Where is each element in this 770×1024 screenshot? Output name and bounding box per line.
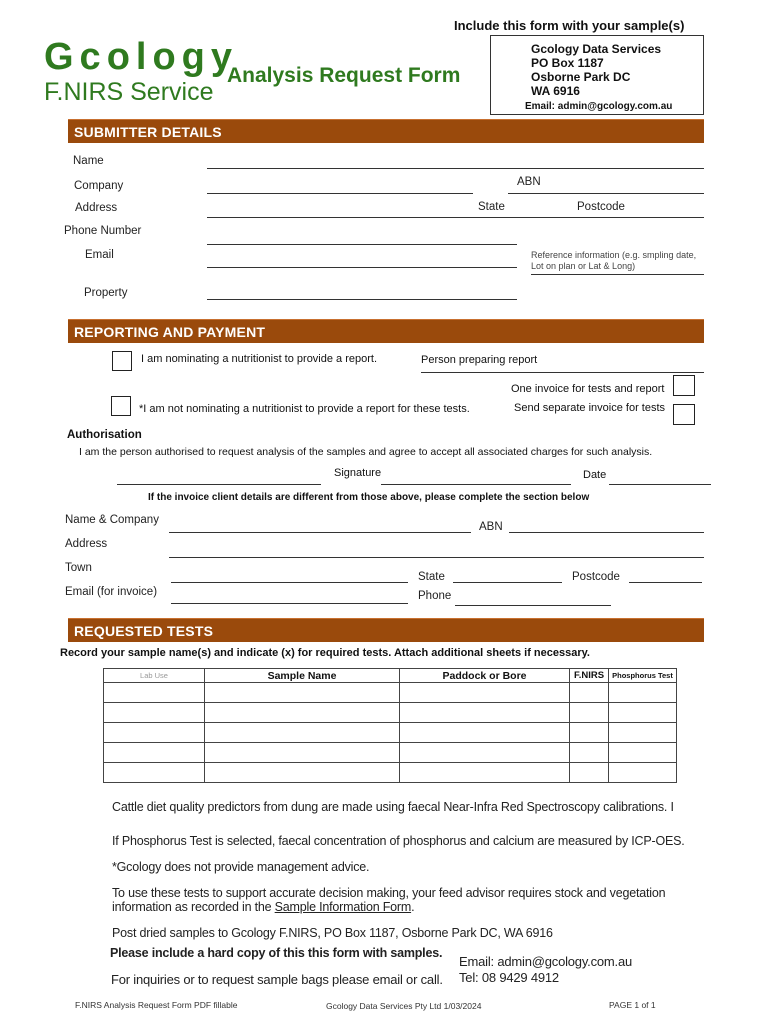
logo-text: Gcology <box>44 36 239 78</box>
name-company-field[interactable] <box>169 532 471 533</box>
phosphorus-cell[interactable] <box>609 763 677 783</box>
lab-use-cell[interactable] <box>104 703 205 723</box>
invoice-phone-label: Phone <box>418 590 452 602</box>
note-period: . <box>411 900 415 914</box>
reference-field[interactable] <box>531 274 704 275</box>
note-post-address: Post dried samples to Gcology F.NIRS, PO Box 1187, Osborne Park DC, WA 6916 <box>112 926 553 940</box>
table-row <box>104 703 677 723</box>
note-feed-advisor-text: information as recorded in the <box>112 900 272 914</box>
address-line1: Gcology Data Services <box>531 42 662 56</box>
email-label: Email <box>85 249 114 261</box>
property-label: Property <box>84 287 128 299</box>
not-nominate-checkbox[interactable] <box>111 396 131 416</box>
paddock-header: Paddock or Bore <box>400 669 570 683</box>
phone-field[interactable] <box>207 244 517 245</box>
invoice-phone-field[interactable] <box>455 605 611 606</box>
name-label: Name <box>73 155 104 167</box>
form-title: Analysis Request Form <box>227 64 461 87</box>
date-field[interactable] <box>609 484 711 485</box>
invoice-state-field[interactable] <box>453 582 562 583</box>
table-row <box>104 723 677 743</box>
town-label: Town <box>65 562 92 574</box>
signature-field-left[interactable] <box>117 484 321 485</box>
reference-label-2: Lot on plan or Lat & Long) <box>531 261 636 271</box>
phosphorus-cell[interactable] <box>609 743 677 763</box>
include-note: Include this form with your sample(s) <box>454 18 685 33</box>
fnirs-cell[interactable] <box>570 723 609 743</box>
invoice-postcode-field[interactable] <box>629 582 702 583</box>
table-row <box>104 763 677 783</box>
sample-information-form-link[interactable]: Sample Information Form <box>274 900 412 914</box>
address-line4: WA 6916 <box>531 84 580 98</box>
email-invoice-field[interactable] <box>171 603 408 604</box>
contact-phone: Tel: 08 9429 4912 <box>459 970 559 985</box>
tests-table <box>103 668 677 783</box>
contact-email: Email: admin@gcology.com.au <box>459 954 633 969</box>
invoice-address-label: Address <box>65 538 108 550</box>
note-feed-advisor-2 <box>112 900 414 914</box>
not-nominate-label: *I am not nominating a nutritionist to provide a report for these tests. <box>139 403 470 415</box>
address-field[interactable] <box>207 217 704 218</box>
nominate-nutritionist-checkbox[interactable] <box>112 351 132 371</box>
abn-label: ABN <box>517 176 541 188</box>
paddock-cell[interactable] <box>400 703 570 723</box>
name-field[interactable] <box>207 168 704 169</box>
date-label: Date <box>583 469 607 481</box>
sample-name-cell[interactable] <box>205 703 400 723</box>
sample-name-cell[interactable] <box>205 683 400 703</box>
note-calibration: Cattle diet quality predictors from dung are made using faecal Near-Infra Red Spectroscopy calibrations. I <box>112 800 674 814</box>
sample-name-cell[interactable] <box>205 743 400 763</box>
footer-left: F.NIRS Analysis Request Form PDF fillable <box>75 1000 238 1010</box>
nominate-nutritionist-label: I am nominating a nutritionist to provide a report. <box>141 353 378 365</box>
one-invoice-checkbox[interactable] <box>673 375 695 396</box>
submitter-section-header: SUBMITTER DETAILS <box>68 119 704 143</box>
table-row <box>104 683 677 703</box>
sample-name-cell[interactable] <box>205 723 400 743</box>
note-advice: *Gcology does not provide management advice. <box>112 860 370 874</box>
lab-use-header: Lab Use <box>104 669 205 683</box>
paddock-cell[interactable] <box>400 763 570 783</box>
phosphorus-cell[interactable] <box>609 723 677 743</box>
signature-field[interactable] <box>381 484 571 485</box>
authorisation-text: I am the person authorised to request analysis of the samples and agree to accept all associated charges for such analysis. <box>79 446 653 458</box>
tests-section-header: REQUESTED TESTS <box>68 618 704 642</box>
logo-subtitle: F.NIRS Service <box>44 78 214 106</box>
invoice-state-label: State <box>418 571 445 583</box>
invoice-address-field[interactable] <box>169 557 704 558</box>
phone-label: Phone Number <box>64 225 142 237</box>
lab-use-cell[interactable] <box>104 683 205 703</box>
invoice-note: If the invoice client details are different from those above, please complete the section below <box>148 492 590 503</box>
email-invoice-label: Email (for invoice) <box>65 586 158 598</box>
sample-name-cell[interactable] <box>205 763 400 783</box>
person-preparing-label: Person preparing report <box>421 354 538 366</box>
abn-field[interactable] <box>508 193 704 194</box>
fnirs-header: F.NIRS <box>570 669 609 683</box>
address-line3: Osborne Park DC <box>531 70 631 84</box>
address-label: Address <box>75 202 118 214</box>
one-invoice-label: One invoice for tests and report <box>511 383 665 395</box>
address-box <box>490 35 704 115</box>
paddock-cell[interactable] <box>400 723 570 743</box>
phosphorus-cell[interactable] <box>609 683 677 703</box>
fnirs-cell[interactable] <box>570 763 609 783</box>
note-phosphorus: If Phosphorus Test is selected, faecal concentration of phosphorus and calcium are measured by ICP-OES. <box>112 834 685 848</box>
separate-invoice-label: Send separate invoice for tests <box>514 402 666 414</box>
invoice-postcode-label: Postcode <box>572 571 620 583</box>
sample-name-header: Sample Name <box>205 669 400 683</box>
phosphorus-cell[interactable] <box>609 703 677 723</box>
paddock-cell[interactable] <box>400 743 570 763</box>
company-field[interactable] <box>207 193 473 194</box>
fnirs-cell[interactable] <box>570 703 609 723</box>
authorisation-heading: Authorisation <box>67 429 142 441</box>
fnirs-cell[interactable] <box>570 683 609 703</box>
reporting-section-header: REPORTING AND PAYMENT <box>68 319 704 343</box>
property-field[interactable] <box>207 299 517 300</box>
name-company-label: Name & Company <box>65 514 159 526</box>
town-field[interactable] <box>171 582 408 583</box>
lab-use-cell[interactable] <box>104 743 205 763</box>
lab-use-cell[interactable] <box>104 763 205 783</box>
tests-instruction: Record your sample name(s) and indicate (x) for required tests. Attach additional sheets if necessary. <box>60 647 590 659</box>
signature-label: Signature <box>334 467 382 479</box>
postcode-label: Postcode <box>577 201 625 213</box>
reference-label: Reference information (e.g. smpling date, <box>531 250 697 260</box>
fnirs-cell[interactable] <box>570 743 609 763</box>
email-field[interactable] <box>207 267 517 268</box>
separate-invoice-checkbox[interactable] <box>673 404 695 425</box>
company-label: Company <box>74 180 124 192</box>
phosphorus-header: Phosphorus Test <box>609 669 677 683</box>
note-inquiries: For inquiries or to request sample bags please email or call. <box>111 972 443 987</box>
address-line2: PO Box 1187 <box>531 56 604 70</box>
note-feed-advisor: To use these tests to support accurate decision making, your feed advisor requires stock and vegetation <box>112 886 666 900</box>
note-hard-copy: Please include a hard copy of this this form with samples. <box>110 946 443 960</box>
state-label: State <box>478 201 505 213</box>
person-preparing-field[interactable] <box>421 372 704 373</box>
address-email: Email: admin@gcology.com.au <box>525 101 673 112</box>
footer-center: Gcology Data Services Pty Ltd 1/03/2024 <box>326 1001 482 1011</box>
invoice-abn-field[interactable] <box>509 532 704 533</box>
footer-page: PAGE 1 of 1 <box>609 1000 656 1010</box>
paddock-cell[interactable] <box>400 683 570 703</box>
table-header-row <box>104 669 677 683</box>
invoice-abn-label: ABN <box>479 521 503 533</box>
lab-use-cell[interactable] <box>104 723 205 743</box>
table-row <box>104 743 677 763</box>
